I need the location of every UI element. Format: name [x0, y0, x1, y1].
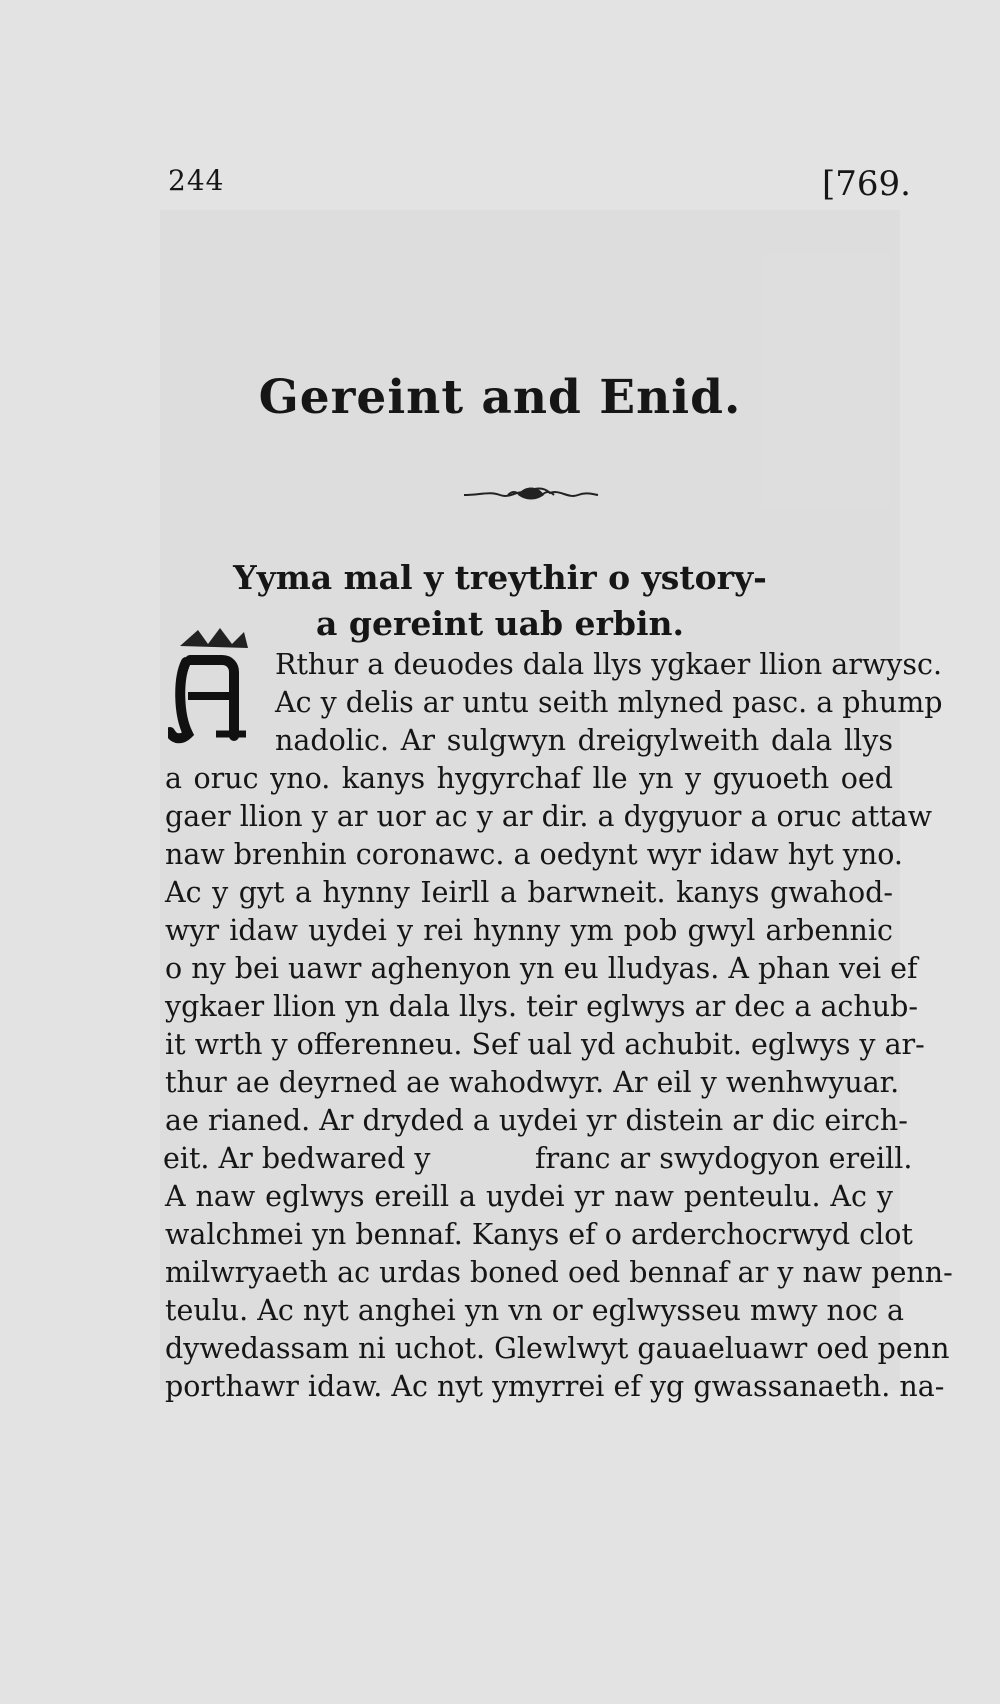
text-line-12: thur ae deyrned ae wahodwyr. Ar eil y wenhwyuar.: [165, 1066, 900, 1099]
text-line-11: it wrth y offerenneu. Sef ual yd achubit. eglwys y ar-: [165, 1028, 925, 1061]
text-line-13: ae rianed. Ar dryded a uydei yr distein ar dic eirch-: [165, 1104, 908, 1137]
section-heading-line-1: Yyma mal y treythir o ystory-: [233, 558, 767, 597]
section-heading-line-2: a gereint uab erbin.: [316, 604, 684, 643]
text-line-14-right: franc ar swydogyon ereill.: [535, 1142, 913, 1175]
text-line-8: wyr idaw uydei y rei hynny ym pob gwyl arbennic: [165, 914, 893, 947]
text-line-16: walchmei yn bennaf. Kanys ef o arderchocrwyd clot: [165, 1218, 913, 1251]
text-line-2: Ac y delis ar untu seith mlyned pasc. a phump: [275, 686, 943, 719]
text-line-3: nadolic. Ar sulgwyn dreigylweith dala llys: [275, 724, 893, 757]
text-line-14-left: eit. Ar bedwared y: [163, 1142, 431, 1175]
text-line-19: dywedassam ni uchot. Glewlwyt gauaeluawr oed penn: [165, 1332, 950, 1365]
ornament-divider-icon: [462, 481, 600, 509]
text-line-15: A naw eglwys ereill a uydei yr naw penteulu. Ac y: [165, 1180, 893, 1213]
text-line-10: ygkaer llion yn dala llys. teir eglwys ar dec a achub-: [165, 990, 918, 1023]
page-title: Gereint and Enid.: [258, 370, 742, 425]
text-line-17: milwryaeth ac urdas boned oed bennaf ar y naw penn-: [165, 1256, 953, 1289]
decorative-initial-a-icon: [168, 626, 252, 746]
text-line-5: gaer llion y ar uor ac y ar dir. a dygyuor a oruc attaw: [165, 800, 932, 833]
text-line-6: naw brenhin coronawc. a oedynt wyr idaw hyt yno.: [165, 838, 903, 871]
text-line-20: porthawr idaw. Ac nyt ymyrrei ef yg gwassanaeth. na-: [165, 1370, 945, 1403]
page-number: 244: [168, 164, 225, 197]
text-line-4: a oruc yno. kanys hygyrchaf lle yn y gyuoeth oed: [165, 762, 893, 795]
reference-number: [769.: [822, 164, 911, 204]
text-line-7: Ac y gyt a hynny Ieirll a barwneit. kanys gwahod-: [165, 876, 893, 909]
section-heading: [0, 555, 1000, 647]
text-line-1: Rthur a deuodes dala llys ygkaer llion arwysc.: [275, 648, 943, 681]
text-line-18: teulu. Ac nyt anghei yn vn or eglwysseu mwy noc a: [165, 1294, 905, 1327]
text-line-9: o ny bei uawr aghenyon yn eu lludyas. A phan vei ef: [165, 952, 918, 985]
